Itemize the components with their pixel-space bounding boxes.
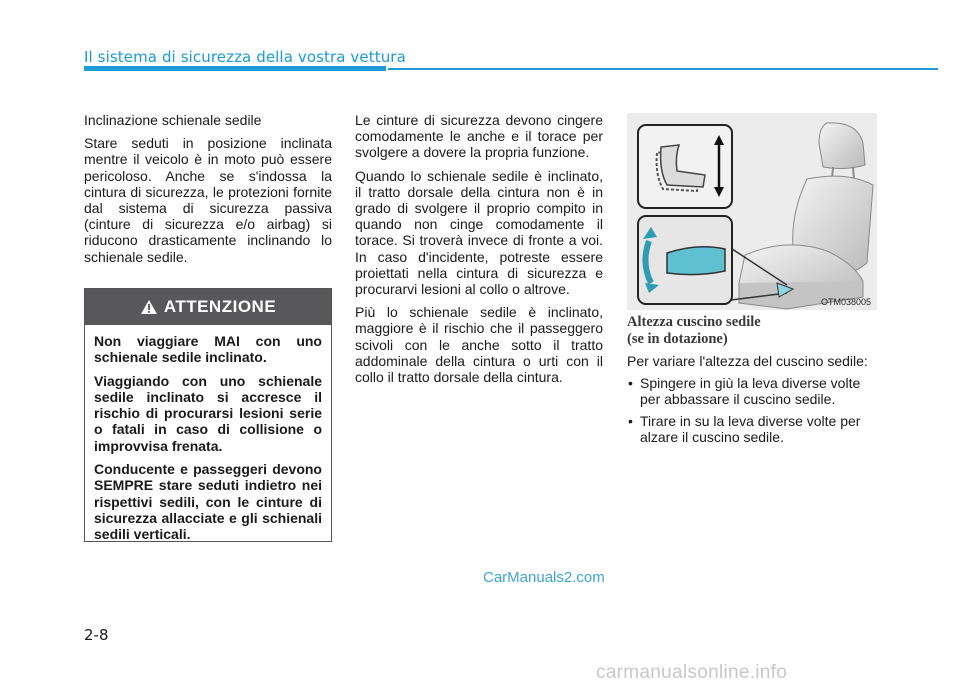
header-rule [388,68,938,70]
column-2 [355,112,603,392]
page-number: 2-8 [84,626,109,644]
column-3 [627,314,877,450]
section-title: Il sistema di sicurezza della vostra vettura [84,48,406,66]
figure-caption: OTM038005 [820,297,871,307]
warning-paragraph: Non viaggiare MAI con uno schienale sedile inclinato. [94,333,322,366]
paragraph: Le cinture di sicurezza devono cingere comodamente le anche e il torace per svolgere a dovere la propria funzione. [355,112,603,161]
watermark-text: carmanualsonline.info [596,662,788,683]
intro-paragraph: Per variare l'altezza del cuscino sedile: [627,353,868,369]
seat-illustration [627,113,877,310]
warning-triangle-icon [140,299,158,315]
warning-title: ATTENZIONE [163,297,277,316]
list-item: • Tirare in su la leva diverse volte per alzare il cuscino sedile. [627,413,877,445]
warning-paragraph: Conducente e passeggeri devono SEMPRE stare seduti indietro nei rispettivi sedili, con le cinture di sicurezza allacciate e gli schienali sedili verticali. [94,461,322,543]
page-header [84,46,938,76]
warning-body [85,325,331,543]
header-accent-bar [84,66,386,71]
paragraph: Quando lo schienale sedile è inclinato, il tratto dorsale della cintura non è in grado di svolgere il proprio compito in quando non cinge comodamente il torace. Si troverà invece di fronte a voi. In caso d'incidente, potreste essere proiettati nella cintura di sicurezza e procurarvi lesioni al collo o altrove. [355,167,603,298]
warning-header [85,289,331,325]
subheading-seatback-recline: Inclinazione schienale sedile [84,112,262,128]
paragraph-recline-danger: Stare seduti in posizione inclinata mentre il veicolo è in moto può essere pericoloso. Anche se s'indossa la cintura di sicurezza, le protezioni fornite dal sistema di sicurezza passiva (cinture di sicurezza e/o airbag) si riducono drasticamente inclinando lo schienale sedile. [84,135,332,265]
paragraph: Più lo schienale sedile è inclinato, maggiore è il rischio che il passeggero scivoli con le anche sotto il tratto addominale della cintura o urti con il collo il tratto dorsale della cintura. [355,304,603,386]
list-item: • Spingere in giù la leva diverse volte per abbassare il cuscino sedile. [627,375,877,407]
instruction-list [627,375,877,445]
warning-box [84,288,332,542]
watermark-link[interactable]: CarManuals2.com [483,569,605,586]
seat-height-illustration [627,113,877,310]
subsection-title-line: Altezza cuscino sedile [627,314,761,330]
subsection-title-line: (se in dotazione) [627,331,728,347]
subsection-title [627,314,877,348]
column-1 [84,112,332,272]
warning-paragraph: Viaggiando con uno schienale sedile inclinato si accresce il rischio di procurarsi lesioni serie o fatali in caso di collisione o improvvisa frenata. [94,372,322,454]
